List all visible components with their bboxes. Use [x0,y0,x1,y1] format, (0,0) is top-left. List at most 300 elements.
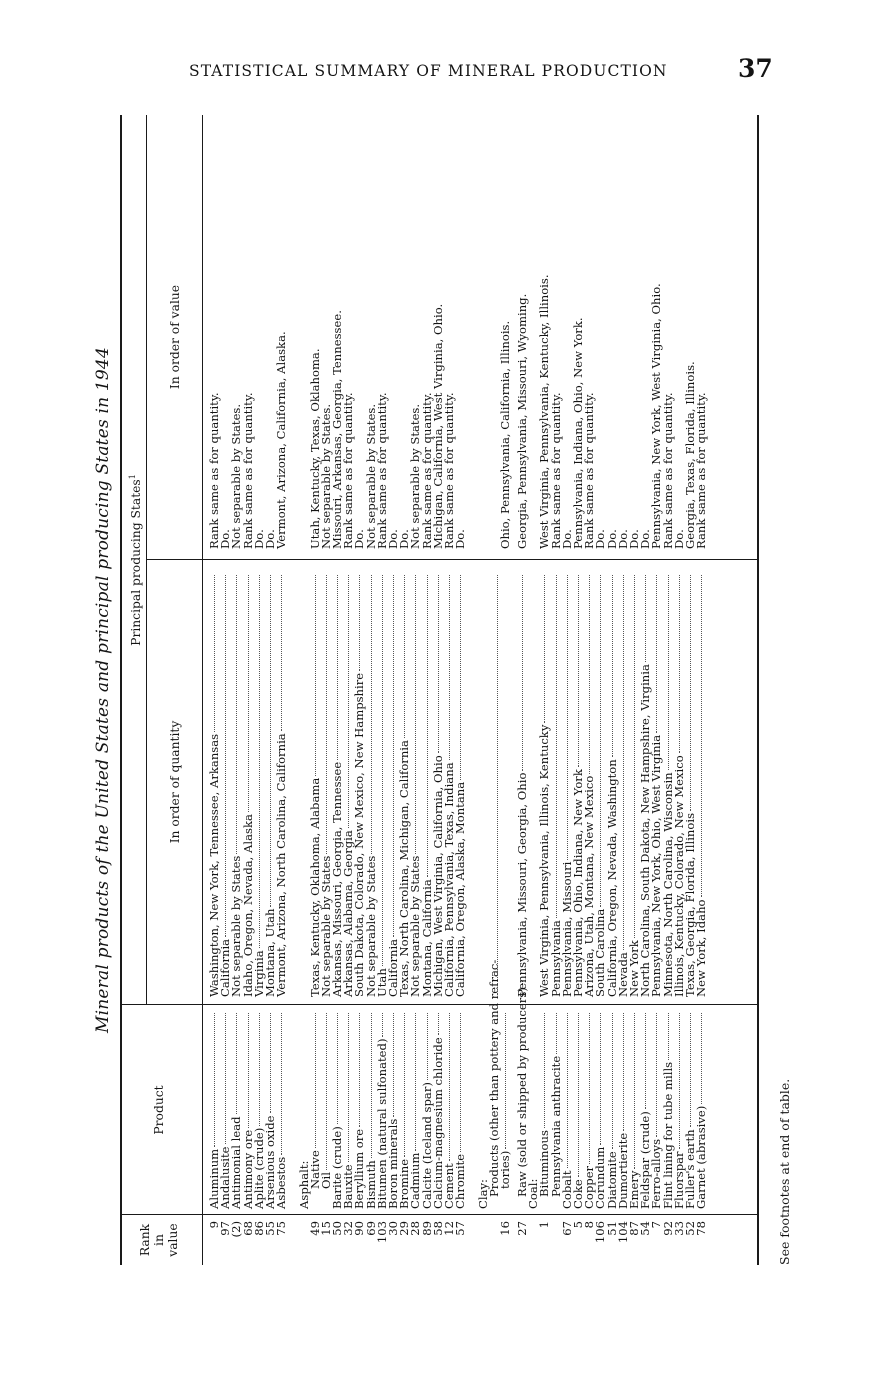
rank-cell-text: 57 [453,1221,468,1236]
header-in-order-of-quantity: In order of quantity [168,720,182,844]
quantity-cell-text: New York, Idaho [694,899,709,997]
dot-leader [359,575,360,671]
product-cell-text: Aplite (crude) [251,1127,266,1209]
quantity-cell-text: Not separable by States [363,855,378,997]
quantity-cell-text: South Dakota, Colorado, New Mexico, New Hampshire [352,672,367,997]
product-cell-text: Oil [318,1172,333,1189]
product-cell-text: Copper [582,1165,597,1209]
value-cell-text: West Virginia, Pennsylvania, Kentucky, Illinois. [537,274,552,549]
dot-leader [337,575,338,760]
states-header-rule [146,115,147,1005]
dot-leader [236,1013,237,1114]
dot-leader [337,1013,338,1124]
product-cell [696,1013,707,1209]
dot-leader [326,575,327,854]
product-cell-text: Diatomite [604,1151,619,1209]
dot-leader [589,575,590,774]
value-cell-text: Pennsylvania, New York, West Virginia, Ohio. [649,283,664,549]
value-cell-text: Vermont, Arizona, California, Alaska. [274,331,289,549]
header-principal-states: Principal producing States$^1$ [128,474,144,646]
quantity-cell [478,575,489,997]
product-cell-text: Bauxite [341,1164,356,1209]
quantity-cell [209,575,220,997]
dot-leader [544,1013,545,1128]
product-cell-text: Garnet (abrasive) [694,1105,709,1209]
rank-cell-text: 27 [515,1221,530,1236]
value-cell-text: Missouri, Arkansas, Georgia, Tennessee. [330,310,345,549]
value-cell-text: Do. [262,529,277,549]
value-cell-text: Rank same as for quantity. [240,392,255,549]
value-cell-text: Rank same as for quantity. [548,392,563,549]
dot-leader [393,575,394,937]
dot-leader [544,575,545,723]
quantity-cell-text: Pennsylvania, Ohio, Indiana, New York [571,769,585,997]
value-cell-text: Georgia, Texas, Florida, Illinois. [682,361,697,549]
value-cell [251,119,266,549]
quantity-cell [604,575,619,997]
quantity-cell-text: South Carolina [593,908,608,997]
quantity-cell-text: Pennsylvania, New York, Ohio, West Virginia [649,734,664,997]
product-cell-text: Antimonial lead [229,1116,244,1209]
value-cell-text: Not separable by States. [408,403,423,549]
dot-leader [270,575,271,907]
product-cell-text: Native [307,1150,322,1189]
quantity-cell-text: Arizona, Utah, Montana, New Mexico [582,775,597,997]
rank-cell-text: 9 [207,1221,221,1229]
value-cell-text: Do. [251,529,266,549]
value-cell-text: Do. [386,529,400,549]
dot-leader [645,575,646,662]
dot-leader [427,1013,428,1080]
value-cell-text: Georgia, Pennsylvania, Missouri, Wyoming. [515,293,530,549]
quantity-cell-text: Arkansas, Missouri, Georgia, Tennessee [330,761,345,997]
dot-leader [393,1013,394,1117]
value-cell-text: Do. [671,529,686,549]
rank-cell [455,1219,466,1261]
header-footnote-ref: 1 [128,474,137,480]
rank-cell [478,1219,489,1261]
quantity-cell-text: Not separable by States [408,855,423,997]
dot-leader [236,575,237,854]
value-cell-text: Ohio, Pennsylvania, California, Illinois. [497,320,512,549]
value-column [209,119,707,549]
dot-leader [281,575,282,731]
dot-leader [623,1013,624,1131]
value-cell-text: Rank same as for quantity. [582,392,597,549]
rank-cell-text: 5 [571,1221,585,1229]
dot-leader [701,575,702,897]
product-cell-text: Clay: [475,1179,490,1209]
dot-leader [623,575,624,950]
quantity-cell-text: Texas, Kentucky, Oklahoma, Alabama [307,777,322,997]
value-cell-text: Do. [626,529,641,549]
dot-leader [679,1013,680,1149]
product-cell [497,1013,512,1209]
dot-leader [259,575,260,948]
rank-cell-text: 58 [430,1221,445,1236]
header-product: Product [152,1085,166,1135]
dot-leader [449,575,450,760]
quantity-cell-text: North Carolina, South Dakota, New Hampshire, Virginia [638,664,653,997]
product-cell-text: Feldspar (crude) [638,1111,653,1209]
product-cell-text: Fuller's earth [682,1129,697,1209]
product-cell-text: Ferro-alloys [649,1138,664,1209]
rank-cell-text: 103 [374,1221,389,1244]
rank-cell-text: 87 [626,1221,641,1236]
dot-leader [225,1013,226,1144]
product-qty-divider [120,1004,758,1005]
rank-cell-text: 69 [363,1221,378,1236]
dot-leader [668,1013,669,1060]
rank-cell-text: 1 [537,1221,552,1229]
quantity-cell-text: Idaho, Oregon, Nevada, Alaska [240,814,255,997]
rank-cell-text: 106 [593,1221,608,1244]
product-cell-text: Chromite [453,1153,468,1209]
rank-cell [497,1219,512,1261]
product-cell-text: Asphalt: [296,1160,311,1209]
rank-cell-text: 16 [497,1221,512,1236]
value-cell-text: Rank same as for quantity. [441,392,456,549]
rank-cell-text: 89 [419,1221,434,1236]
product-cell-text: Beryllium ore [352,1128,367,1209]
table-caption: Mineral products of the United States and principal producing States in 1944 [93,347,113,1033]
value-cell [240,119,255,549]
dot-leader [371,575,372,854]
value-cell [595,119,606,549]
dot-leader [634,575,635,938]
dot-leader [427,575,428,877]
value-cell [209,119,220,549]
row-gap [287,119,298,549]
rank-cell [539,1219,550,1261]
product-cell [455,1013,466,1209]
value-cell-text: Rank same as for quantity. [660,392,675,549]
dot-leader [589,1013,590,1164]
product-cell-text: Coke [571,1179,585,1209]
value-cell [374,119,389,549]
value-cell [343,119,354,549]
product-cell-text: Flint lining for tube mills [660,1061,675,1209]
quantity-cell-text: Utah [374,968,389,997]
value-cell [388,119,399,549]
value-cell [604,119,619,549]
row-gap [466,575,477,997]
rank-cell-text: 68 [240,1221,255,1236]
quantity-cell-text: New York [626,940,641,997]
value-cell [276,119,287,549]
quantity-cell-text: Montana, Utah [262,908,277,997]
table-bottom-rule [757,115,759,1265]
quantity-cell-text: Illinois, Kentucky, Colorado, New Mexico [671,755,686,997]
dot-leader [315,1013,316,1148]
value-cell-text: Not separable by States. [229,403,244,549]
quantity-cell [276,575,287,997]
dot-leader [556,575,557,918]
quantity-cell-text: Michigan, West Virginia, California, Ohio [430,755,445,997]
value-cell-text: Utah, Kentucky, Texas, Oklahoma. [307,348,322,549]
value-cell-text: Do. [352,529,367,549]
quantity-cell-text: California [218,938,233,997]
product-cell-text: Aluminum [207,1148,221,1209]
dot-leader [634,1013,635,1169]
quantity-cell-text: Minnesota, North Carolina, Wisconsin [660,772,675,997]
product-cell-text: tories) [497,1150,512,1189]
dot-leader [315,575,316,776]
value-cell [696,119,707,549]
quantity-cell [363,575,378,997]
value-cell [497,119,512,549]
dot-leader [348,1013,349,1162]
quantity-cell-text: Nevada [615,952,630,997]
dot-leader [690,575,691,811]
dot-leader [645,1013,646,1109]
rank-cell-text: 15 [318,1221,333,1236]
quantity-cell-text: Texas, Georgia, Florida, Illinois [682,812,697,997]
dot-leader [382,1013,383,1037]
rank-cell [276,1219,287,1261]
quantity-column [209,575,707,997]
value-cell [584,119,595,549]
dot-leader [214,1013,215,1147]
rank-cell-text: 12 [441,1221,456,1236]
product-cell-text: Bituminous [537,1130,552,1197]
product-cell-text: Antimony ore [240,1129,255,1209]
rank-cell-text: 50 [330,1221,345,1236]
dot-leader [690,1013,691,1127]
value-cell-text: Rank same as for quantity. [207,392,221,549]
value-cell-text: Do. [218,529,233,549]
rank-cell-text: 33 [671,1221,686,1236]
product-cell-text: Boron minerals [386,1118,400,1209]
product-cell-text: Cadmium [408,1152,423,1209]
value-cell [517,119,528,549]
dot-leader [600,1013,601,1145]
value-cell-text: Do. [397,529,412,549]
product-cell-text: Bromine [397,1158,412,1209]
rank-cell-text: 28 [408,1221,423,1236]
dot-leader [612,1013,613,1149]
value-cell [478,119,489,549]
dot-leader [438,575,439,753]
dot-leader [270,1013,271,1114]
value-cell-text: Michigan, California, West Virginia, Ohio. [430,303,445,549]
dot-leader [656,575,657,733]
value-cell-text: Pennsylvania, Indiana, Ohio, New York. [571,317,585,549]
dot-leader [578,575,579,767]
quantity-cell-text: California, Oregon, Nevada, Washington [604,759,619,997]
dot-leader [281,1013,282,1155]
dot-leader [248,1013,249,1128]
product-cell-text: Dumortierite [615,1132,630,1209]
rank-cell-text: 30 [386,1221,400,1236]
product-cell-text: Bismuth [363,1160,378,1209]
quantity-cell-text: Arkansas, Alabama, Georgia [341,830,356,997]
product-cell-text: Cobalt [559,1170,574,1209]
dot-leader [668,575,669,770]
rank-cell-text: 55 [262,1221,277,1236]
quantity-cell [240,575,255,997]
rank-cell-text: 7 [649,1221,664,1229]
product-cell-text: Pennsylvania anthracite [548,1055,563,1197]
dot-leader [404,1013,405,1157]
quantity-cell-text: West Virginia, Pennsylvania, Illinois, Kentucky [537,724,552,997]
running-title: STATISTICAL SUMMARY OF MINERAL PRODUCTION [189,62,668,80]
mineral-products-table [120,115,758,1265]
product-cell-text: Barite (crude) [330,1126,345,1209]
quantity-cell [696,575,707,997]
header-bottom-rule [202,115,203,1265]
product-cell-text: Asbestos [274,1156,289,1209]
product-cell-text: Emery [626,1170,641,1209]
dot-leader [248,575,249,812]
value-cell-text: Not separable by States. [318,403,333,549]
quantity-cell-text: California, Oregon, Alaska, Montana [453,781,468,997]
product-cell-text: Products (other than pottery and refrac- [486,959,501,1197]
quantity-cell [517,575,528,997]
quantity-cell [500,575,511,997]
quantity-cell-text: Pennsylvania [548,920,563,997]
row-gap [287,575,298,997]
rank-cell-text: (2) [229,1221,244,1238]
product-cell-text: Calcium-magnesium chloride [430,1037,445,1209]
rotated-table-region [93,115,792,1265]
value-cell-text: Do. [593,529,608,549]
quantity-cell-text: Washington, New York, Tennessee, Arkansas [207,733,221,997]
quantity-cell-text: Not separable by States [318,855,333,997]
quantity-cell-text: Vermont, Arizona, North Carolina, California [274,733,289,997]
rank-cell-text: 29 [397,1221,412,1236]
product-cell [276,1013,287,1209]
product-cell-text: Raw (sold or shipped by producers) [515,987,530,1197]
dot-leader [404,575,405,738]
product-cell-text: Bitumen (natural sulfonated) [374,1038,389,1209]
dot-leader [225,575,226,937]
rank-cell-text: 104 [615,1221,630,1244]
page-number: 37 [738,54,773,83]
dot-leader [612,575,613,757]
product-cell-text: Arsenious oxide [262,1115,277,1209]
rank-cell [696,1219,707,1261]
rank-cell-text: 32 [341,1221,356,1236]
quantity-cell [374,575,389,997]
quantity-cell-text: Pennsylvania, Missouri, Georgia, Ohio [515,772,530,997]
rank-cell-text: 86 [251,1221,266,1236]
dot-leader [259,1013,260,1126]
product-cell-text: Fluorspar [671,1151,686,1209]
value-cell-text: Do. [453,529,468,549]
header-rank: Rank in value [138,1223,180,1257]
quantity-cell [615,575,630,997]
value-cell-text: Rank same as for quantity. [341,392,356,549]
dot-leader [326,1013,327,1170]
qty-val-divider [146,559,758,560]
footnote-reference: See footnotes at end of table. [777,1078,792,1265]
quantity-cell-text: Virginia [251,950,266,997]
product-cell-text: Coal: [526,1178,541,1209]
value-cell-text: Do. [559,529,574,549]
rank-cell-text: 51 [604,1221,619,1236]
rank-product-divider [120,1214,758,1215]
quantity-cell [455,575,466,997]
quantity-cell-text: Montana, California [419,879,434,997]
value-cell-text: Rank same as for quantity. [374,392,389,549]
rank-cell-text: 49 [307,1221,322,1236]
rank-cell-text: 97 [218,1221,233,1236]
rank-cell-text: 75 [274,1221,289,1236]
value-cell-text: Rank same as for quantity. [419,392,434,549]
dot-leader [505,1013,506,1149]
rank-column [209,1219,707,1261]
dot-leader [214,575,215,732]
header-in-order-of-value: In order of value [168,284,182,390]
dot-leader [701,1013,702,1104]
dot-leader [497,575,498,995]
dot-leader [578,1013,579,1177]
rank-cell-text: 78 [694,1221,709,1236]
dot-leader [460,1013,461,1152]
dot-leader [567,1013,568,1168]
rank-cell [517,1219,528,1261]
quantity-cell-text: California, Pennsylvania, Texas, Indiana [441,762,456,997]
value-cell-text: Do. [638,529,653,549]
quantity-cell [489,575,500,997]
value-cell [548,119,563,549]
dot-leader [656,1013,657,1137]
rank-cell-text: 8 [582,1221,597,1229]
value-cell [615,119,630,549]
dot-leader [415,575,416,854]
rank-cell-text: 90 [352,1221,367,1236]
dot-leader [359,1013,360,1127]
product-cell-text: Andalusite [218,1146,233,1209]
value-cell [660,119,675,549]
quantity-cell-text: Pennsylvania, Missouri [559,861,574,997]
row-gap [466,119,477,549]
value-cell-text: Do. [604,529,619,549]
table-top-rule [120,115,122,1265]
quantity-cell-text: Not separable by States [229,855,244,997]
row-gap [287,1219,298,1261]
dot-leader [348,575,349,828]
dot-leader [371,1013,372,1158]
dot-leader [679,575,680,753]
value-cell-text: Not separable by States. [363,403,378,549]
rank-cell-text: 52 [682,1221,697,1236]
value-cell [441,119,456,549]
dot-leader [600,575,601,907]
dot-leader [449,1013,450,1161]
dot-leader [382,575,383,966]
rank-cell-text: 92 [660,1221,675,1236]
dot-leader [567,575,568,860]
rank-cell-text: 67 [559,1221,574,1236]
product-cell-text: Calcite (Iceland spar) [419,1082,434,1209]
value-cell-text: Rank same as for quantity. [694,392,709,549]
value-cell-text: Do. [615,529,630,549]
product-cell-text: Cement [441,1163,456,1209]
quantity-cell-text: California [386,938,400,997]
dot-leader [415,1013,416,1151]
quantity-cell-text: Texas, North Carolina, Michigan, California [397,740,412,997]
row-gap [466,1219,477,1261]
dot-leader [522,575,523,771]
value-cell [455,119,466,549]
dot-leader [438,1013,439,1035]
rank-cell-text: 54 [638,1221,653,1236]
product-cell-text: Corundum [593,1146,608,1209]
dot-leader [460,575,461,780]
dot-leader [556,1013,557,1054]
